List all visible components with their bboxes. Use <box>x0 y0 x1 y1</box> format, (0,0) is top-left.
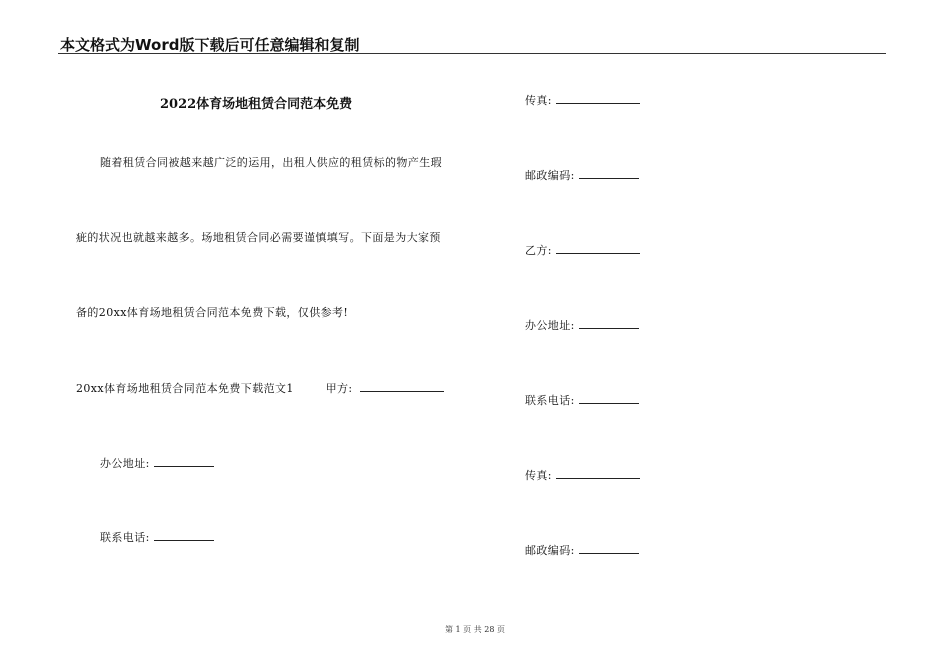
right-field-office-address <box>525 317 639 333</box>
sample-heading-row <box>76 380 444 396</box>
right-field-party-b <box>525 242 640 258</box>
right-field-postcode-2 <box>525 542 639 558</box>
field-label: 邮政编码: <box>525 544 575 557</box>
party-a-blank[interactable] <box>360 380 444 392</box>
field-label: 联系电话: <box>100 531 150 544</box>
field-label: 联系电话: <box>525 394 575 407</box>
field-blank[interactable] <box>579 167 639 179</box>
field-blank[interactable] <box>556 242 640 254</box>
intro-line-2: 疵的状况也就越来越多。场地租赁合同必需要谨慎填写。下面是为大家预 <box>76 231 441 244</box>
field-label: 办公地址: <box>525 319 575 332</box>
right-field-postcode-1 <box>525 167 639 183</box>
right-field-fax-2 <box>525 467 640 483</box>
field-blank[interactable] <box>154 529 214 541</box>
page-number: 第 1 页 共 28 页 <box>445 625 505 634</box>
right-field-fax-1 <box>525 92 640 108</box>
field-label: 乙方: <box>525 244 552 257</box>
field-label: 传真: <box>525 469 552 482</box>
left-field-office-address <box>100 455 214 471</box>
field-blank[interactable] <box>154 455 214 467</box>
field-blank[interactable] <box>556 92 640 104</box>
left-field-phone <box>100 529 214 545</box>
field-label: 邮政编码: <box>525 169 575 182</box>
header-divider <box>58 53 886 54</box>
intro-line-1: 随着租赁合同被越来越广泛的运用，出租人供应的租赁标的物产生瑕 <box>100 156 442 169</box>
header-title: 本文格式为Word版下载后可任意编辑和复制 <box>60 36 360 54</box>
intro-line-3: 备的20xx体育场地租赁合同范本免费下载，仅供参考! <box>76 306 349 319</box>
field-blank[interactable] <box>579 542 639 554</box>
field-label: 办公地址: <box>100 457 150 470</box>
sample-heading: 20xx体育场地租赁合同范本免费下载范文1 <box>76 382 294 395</box>
document-title: 2022体育场地租赁合同范本免费 <box>160 97 353 112</box>
right-field-phone <box>525 392 639 408</box>
field-label: 传真: <box>525 94 552 107</box>
field-blank[interactable] <box>579 317 639 329</box>
field-blank[interactable] <box>556 467 640 479</box>
party-a-label: 甲方: <box>325 382 353 395</box>
field-blank[interactable] <box>579 392 639 404</box>
